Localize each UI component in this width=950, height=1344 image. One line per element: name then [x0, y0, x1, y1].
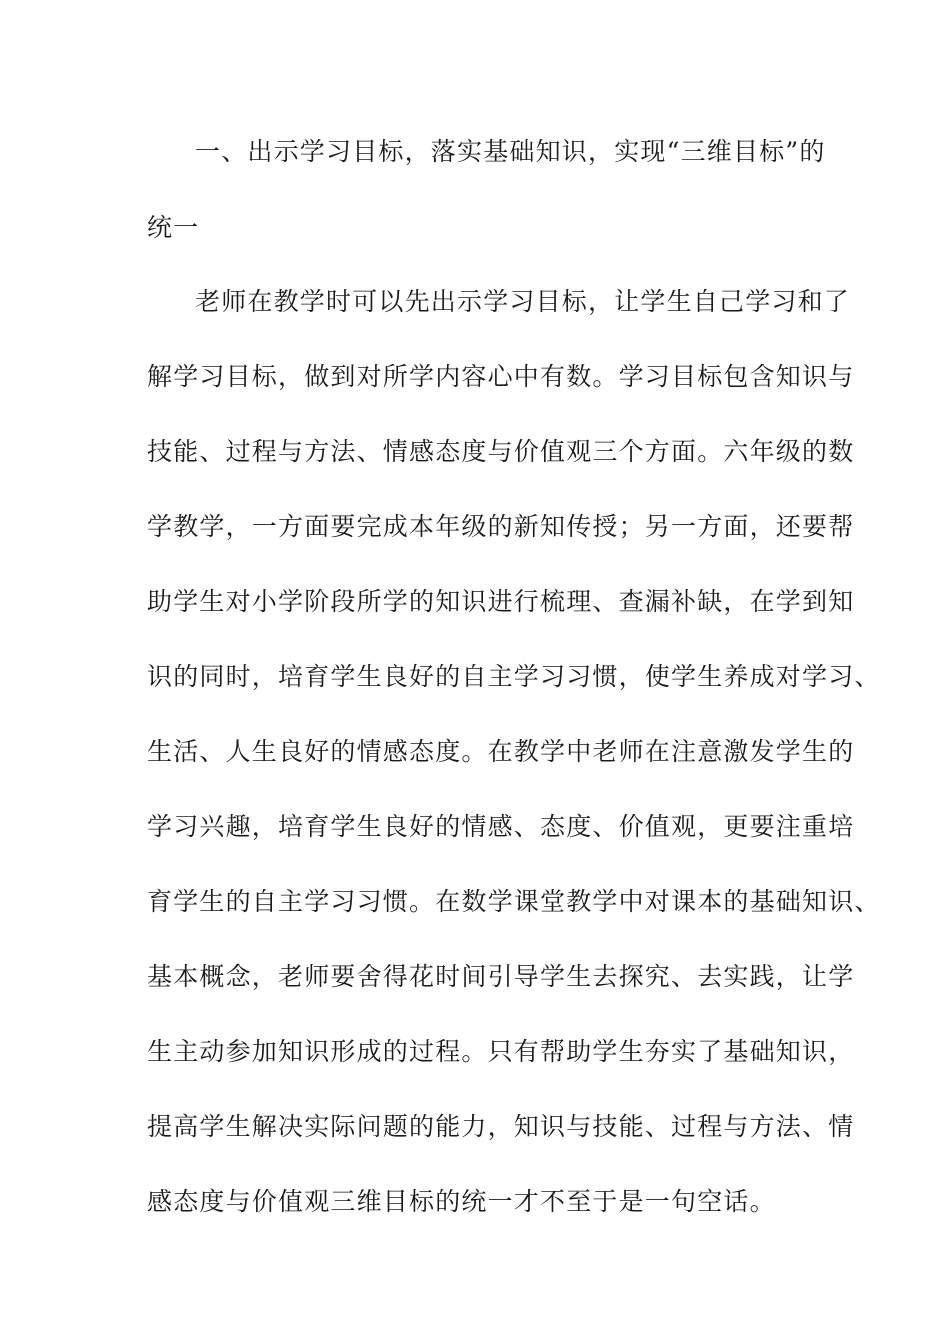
paragraph-line: 助学生对小学阶段所学的知识进行梳理、查漏补缺，在学到知 — [147, 587, 855, 616]
paragraph-line: 生主动参加知识形成的过程。只有帮助学生夯实了基础知识， — [147, 1037, 855, 1066]
paragraph-line: 老师在教学时可以先出示学习目标，让学生自己学习和了 — [195, 287, 851, 316]
paragraph-line: 基本概念，老师要舍得花时间引导学生去探究、去实践，让学 — [147, 962, 855, 991]
paragraph-line: 学教学，一方面要完成本年级的新知传授；另一方面，还要帮 — [147, 512, 855, 541]
section-heading-line-2: 统一 — [147, 213, 200, 242]
paragraph-line: 识的同时，培育学生良好的自主学习习惯，使学生养成对学习、 — [147, 662, 881, 691]
paragraph-line: 学习兴趣，培育学生良好的情感、态度、价值观，更要注重培 — [147, 812, 855, 841]
paragraph-line: 感态度与价值观三维目标的统一才不至于是一句空话。 — [147, 1187, 776, 1216]
paragraph-line: 育学生的自主学习习惯。在数学课堂教学中对课本的基础知识、 — [147, 887, 881, 916]
paragraph-line: 生活、人生良好的情感态度。在教学中老师在注意激发学生的 — [147, 737, 855, 766]
paragraph-line: 技能、过程与方法、情感态度与价值观三个方面。六年级的数 — [147, 437, 855, 466]
paragraph-line: 解学习目标，做到对所学内容心中有数。学习目标包含知识与 — [147, 362, 855, 391]
paragraph-line: 提高学生解决实际问题的能力，知识与技能、过程与方法、情 — [147, 1112, 855, 1141]
section-heading-line-1: 一、出示学习目标，落实基础知识，实现“三维目标”的 — [195, 137, 826, 166]
